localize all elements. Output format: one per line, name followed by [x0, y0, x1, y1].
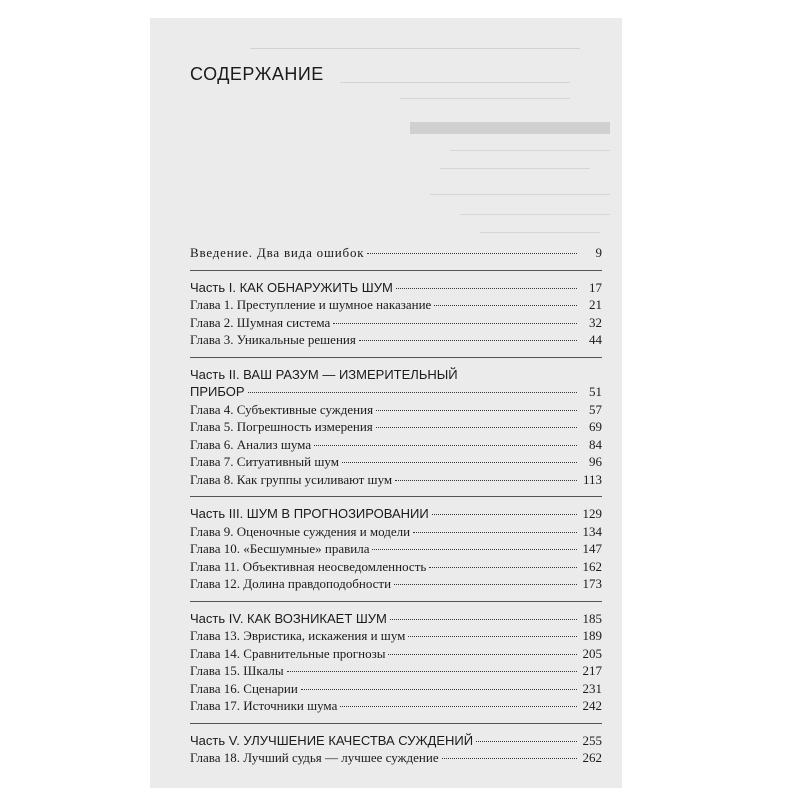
- chapter-page: 113: [582, 471, 602, 487]
- toc-chapter: [190, 697, 602, 715]
- dot-leader: [314, 444, 577, 446]
- part-page: 255: [582, 732, 602, 748]
- chapter-label: Глава 11. Объективная неосведомленность: [190, 558, 427, 574]
- chapter-page: 189: [582, 628, 602, 643]
- dot-leader: [413, 531, 577, 533]
- dot-leader: [287, 670, 577, 672]
- chapter-label: Глава 1. Преступление и шумное наказание: [190, 297, 432, 312]
- toc-chapter: [190, 401, 602, 419]
- toc-chapter: [190, 645, 602, 663]
- dot-leader: [434, 304, 577, 306]
- dot-leader: [340, 705, 577, 707]
- part-label-continued: ПРИБОР: [190, 384, 245, 399]
- dot-leader: [396, 287, 577, 289]
- chapter-label: Глава 17. Источники шума: [190, 698, 338, 713]
- chapter-page: 205: [582, 645, 602, 661]
- toc-title: СОДЕРЖАНИЕ: [190, 64, 324, 84]
- chapter-page: 44: [589, 332, 602, 347]
- toc-chapter: [190, 627, 602, 645]
- dot-leader: [394, 583, 577, 585]
- chapter-page: 217: [582, 663, 602, 678]
- dot-leader: [476, 740, 577, 742]
- chapter-page: 162: [582, 558, 602, 574]
- chapter-label: Глава 7. Ситуативный шум: [190, 454, 339, 469]
- chapter-page: 21: [589, 297, 602, 312]
- dot-leader: [367, 252, 577, 254]
- dot-leader: [432, 513, 577, 515]
- chapter-label: Глава 4. Субъективные суждения: [190, 401, 374, 417]
- part-page: 185: [582, 610, 602, 626]
- chapter-label: Глава 15. Шкалы: [190, 663, 284, 678]
- toc-part-5: [190, 723, 602, 750]
- chapter-page: 96: [589, 454, 602, 469]
- chapter-label: Глава 9. Оценочные суждения и модели: [190, 523, 411, 539]
- toc-part-2: [190, 357, 602, 384]
- dot-leader: [359, 339, 577, 341]
- dot-leader: [301, 688, 577, 690]
- dot-leader: [395, 479, 577, 481]
- toc-chapter: [190, 453, 602, 471]
- dot-leader: [376, 426, 577, 428]
- toc-chapter: [190, 662, 602, 680]
- dot-leader: [388, 653, 577, 655]
- part-page: 129: [582, 506, 602, 521]
- dot-leader: [429, 566, 577, 568]
- chapter-page: 57: [589, 401, 602, 417]
- toc-chapter: [190, 418, 602, 436]
- chapter-page: 84: [589, 436, 602, 452]
- toc-part-2-cont: [190, 383, 602, 401]
- chapter-label: Глава 10. «Бесшумные» правила: [190, 541, 370, 556]
- chapter-label: Глава 5. Погрешность измерения: [190, 419, 373, 434]
- dot-leader: [248, 391, 577, 393]
- chapter-page: 262: [582, 750, 602, 765]
- part-label: Часть I. КАК ОБНАРУЖИТЬ ШУМ: [190, 279, 393, 295]
- toc-chapter: [190, 558, 602, 576]
- chapter-label: Глава 6. Анализ шума: [190, 436, 312, 452]
- chapter-page: 32: [589, 314, 602, 330]
- part-label: Часть IV. КАК ВОЗНИКАЕТ ШУМ: [190, 610, 387, 626]
- toc-intro-page: 9: [595, 245, 602, 260]
- toc-chapter: [190, 314, 602, 332]
- chapter-label: Глава 13. Эвристика, искажения и шум: [190, 628, 406, 643]
- chapter-label: Глава 8. Как группы усиливают шум: [190, 471, 393, 487]
- chapter-label: Глава 2. Шумная система: [190, 314, 331, 330]
- chapter-label: Глава 3. Уникальные решения: [190, 332, 356, 347]
- toc-chapter: [190, 540, 602, 558]
- chapter-label: Глава 14. Сравнительные прогнозы: [190, 645, 386, 661]
- toc-part-3: [190, 496, 602, 523]
- part-label: Часть V. УЛУЧШЕНИЕ КАЧЕСТВА СУЖДЕНИЙ: [190, 732, 474, 748]
- chapter-label: Глава 18. Лучший судья — лучшее суждение: [190, 750, 439, 765]
- dot-leader: [442, 757, 577, 759]
- part-page: 17: [589, 279, 602, 295]
- part-page: 51: [589, 384, 602, 399]
- toc-chapter: [190, 331, 602, 349]
- dot-leader: [390, 618, 577, 620]
- toc-chapter: [190, 575, 602, 593]
- chapter-page: 134: [582, 523, 602, 539]
- toc-intro-label: Введение. Два вида ошибок: [190, 245, 365, 260]
- dot-leader: [372, 548, 577, 550]
- toc-chapter: [190, 680, 602, 698]
- dot-leader: [333, 322, 577, 324]
- chapter-page: 69: [589, 419, 602, 434]
- table-of-contents: [190, 244, 602, 767]
- toc-chapter: [190, 471, 602, 489]
- dot-leader: [376, 409, 577, 411]
- toc-chapter: [190, 436, 602, 454]
- toc-chapter: [190, 296, 602, 314]
- part-label: Часть III. ШУМ В ПРОГНОЗИРОВАНИИ: [190, 506, 429, 521]
- chapter-page: 147: [582, 541, 602, 556]
- toc-chapter: [190, 749, 602, 767]
- part-label: Часть II. ВАШ РАЗУМ — ИЗМЕРИТЕЛЬНЫЙ: [190, 366, 458, 382]
- chapter-page: 231: [582, 680, 602, 696]
- chapter-label: Глава 16. Сценарии: [190, 680, 298, 696]
- chapter-page: 173: [582, 576, 602, 591]
- toc-chapter: [190, 523, 602, 541]
- toc-part-4: [190, 601, 602, 628]
- toc-intro: [190, 244, 602, 262]
- dot-leader: [408, 635, 577, 637]
- book-page: [150, 18, 622, 788]
- chapter-page: 242: [582, 698, 602, 713]
- dot-leader: [342, 461, 577, 463]
- chapter-label: Глава 12. Долина правдоподобности: [190, 576, 392, 591]
- toc-part-1: [190, 270, 602, 297]
